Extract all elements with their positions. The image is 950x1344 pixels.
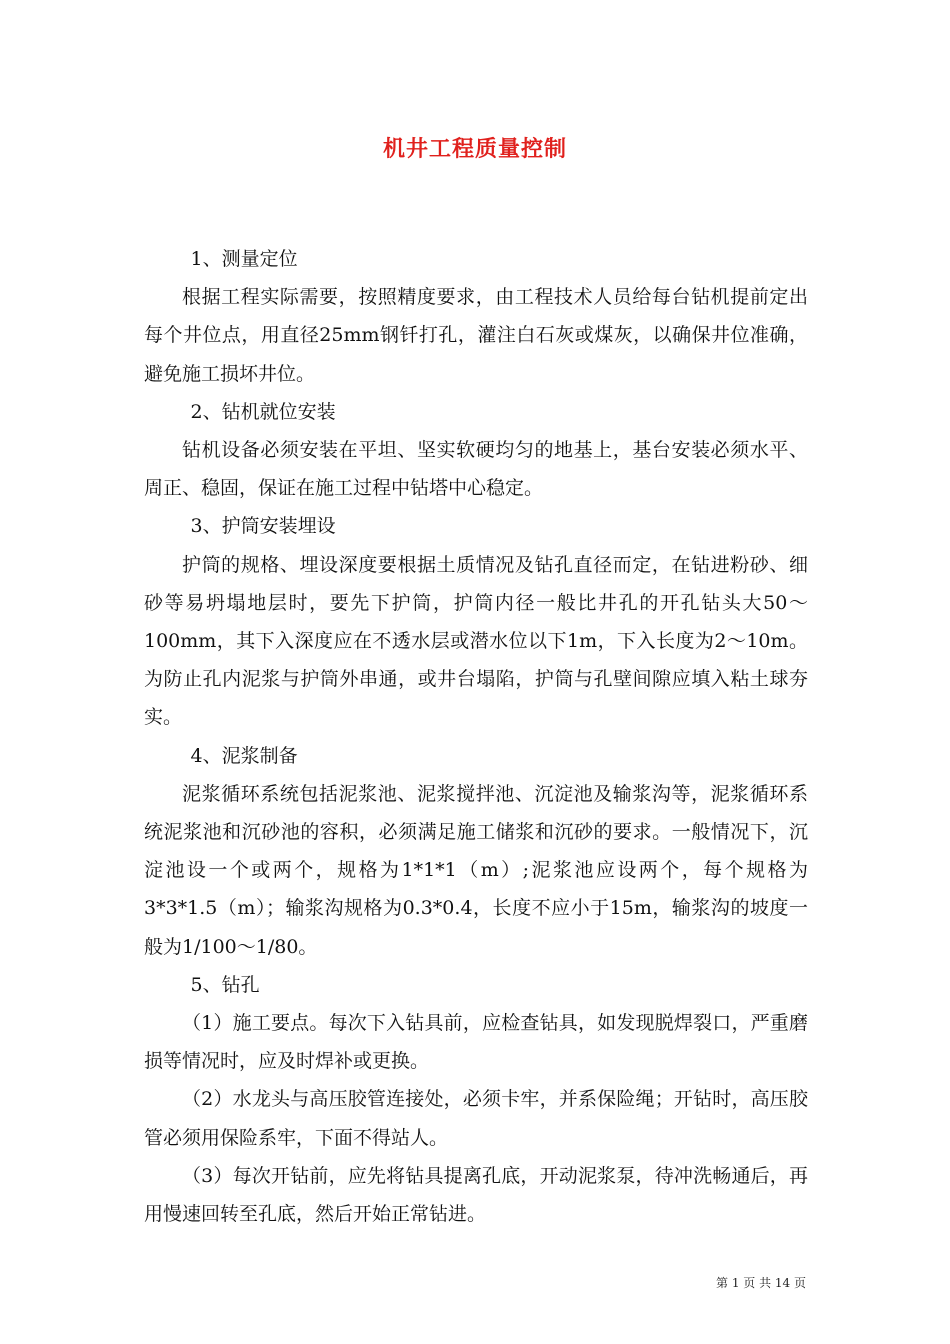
section-heading: 2、钻机就位安装 <box>190 400 336 423</box>
paragraph: （3）每次开钻前，应先将钻具提离孔底，开动泥浆泵，待冲洗畅通后，再用慢速回转至孔底，然后开始正常钻进。 <box>144 1164 808 1226</box>
section-heading: 3、护筒安装埋设 <box>190 515 336 538</box>
paragraph: 根据工程实际需要，按照精度要求，由工程技术人员给每台钻机提前定出每个井位点，用直径25mm钢钎打孔，灌注白石灰或煤灰，以确保井位准确，避免施工损坏井位。 <box>144 286 808 385</box>
paragraph: （2）水龙头与高压胶管连接处，必须卡牢，并系保险绳；开钻时，高压胶管必须用保险系牢，下面不得站人。 <box>144 1088 808 1149</box>
paragraph: 泥浆循环系统包括泥浆池、泥浆搅拌池、沉淀池及输浆沟等，泥浆循环系统泥浆池和沉砂池的容积，必须满足施工储浆和沉砂的要求。一般情况下，沉淀池设一个或两个，规格为1*1*1（m）;泥浆池应设两个，每个规格为3*3*1.5（m）；输浆沟规格为0.3*0.4，长度不应小于15m，输浆沟的坡度一般为1/100～1/80。 <box>144 782 808 958</box>
section-heading: 4、泥浆制备 <box>190 744 298 767</box>
section-heading: 5、钻孔 <box>190 973 260 996</box>
paragraph: 护筒的规格、埋设深度要根据土质情况及钻孔直径而定，在钻进粉砂、细砂等易坍塌地层时，要先下护筒，护筒内径一般比井孔的开孔钻头大50～100mm，其下入深度应在不透水层或潜水位以下1m，下入长度为2～10m。为防止孔内泥浆与护筒外串通，或井台塌陷，护筒与孔壁间隙应填入粘土球夯实。 <box>144 553 808 729</box>
document-title: 机井工程质量控制 <box>382 137 567 162</box>
page-number: 第 1 页 共 14 页 <box>716 1276 806 1290</box>
paragraph: （1）施工要点。每次下入钻具前，应检查钻具，如发现脱焊裂口，严重磨损等情况时，应及时焊补或更换。 <box>144 1012 808 1073</box>
paragraph: 钻机设备必须安装在平坦、坚实软硬均匀的地基上，基台安装必须水平、周正、稳固，保证在施工过程中钻塔中心稳定。 <box>144 439 808 500</box>
section-heading: 1、测量定位 <box>190 248 298 270</box>
document-body <box>144 240 808 1233</box>
